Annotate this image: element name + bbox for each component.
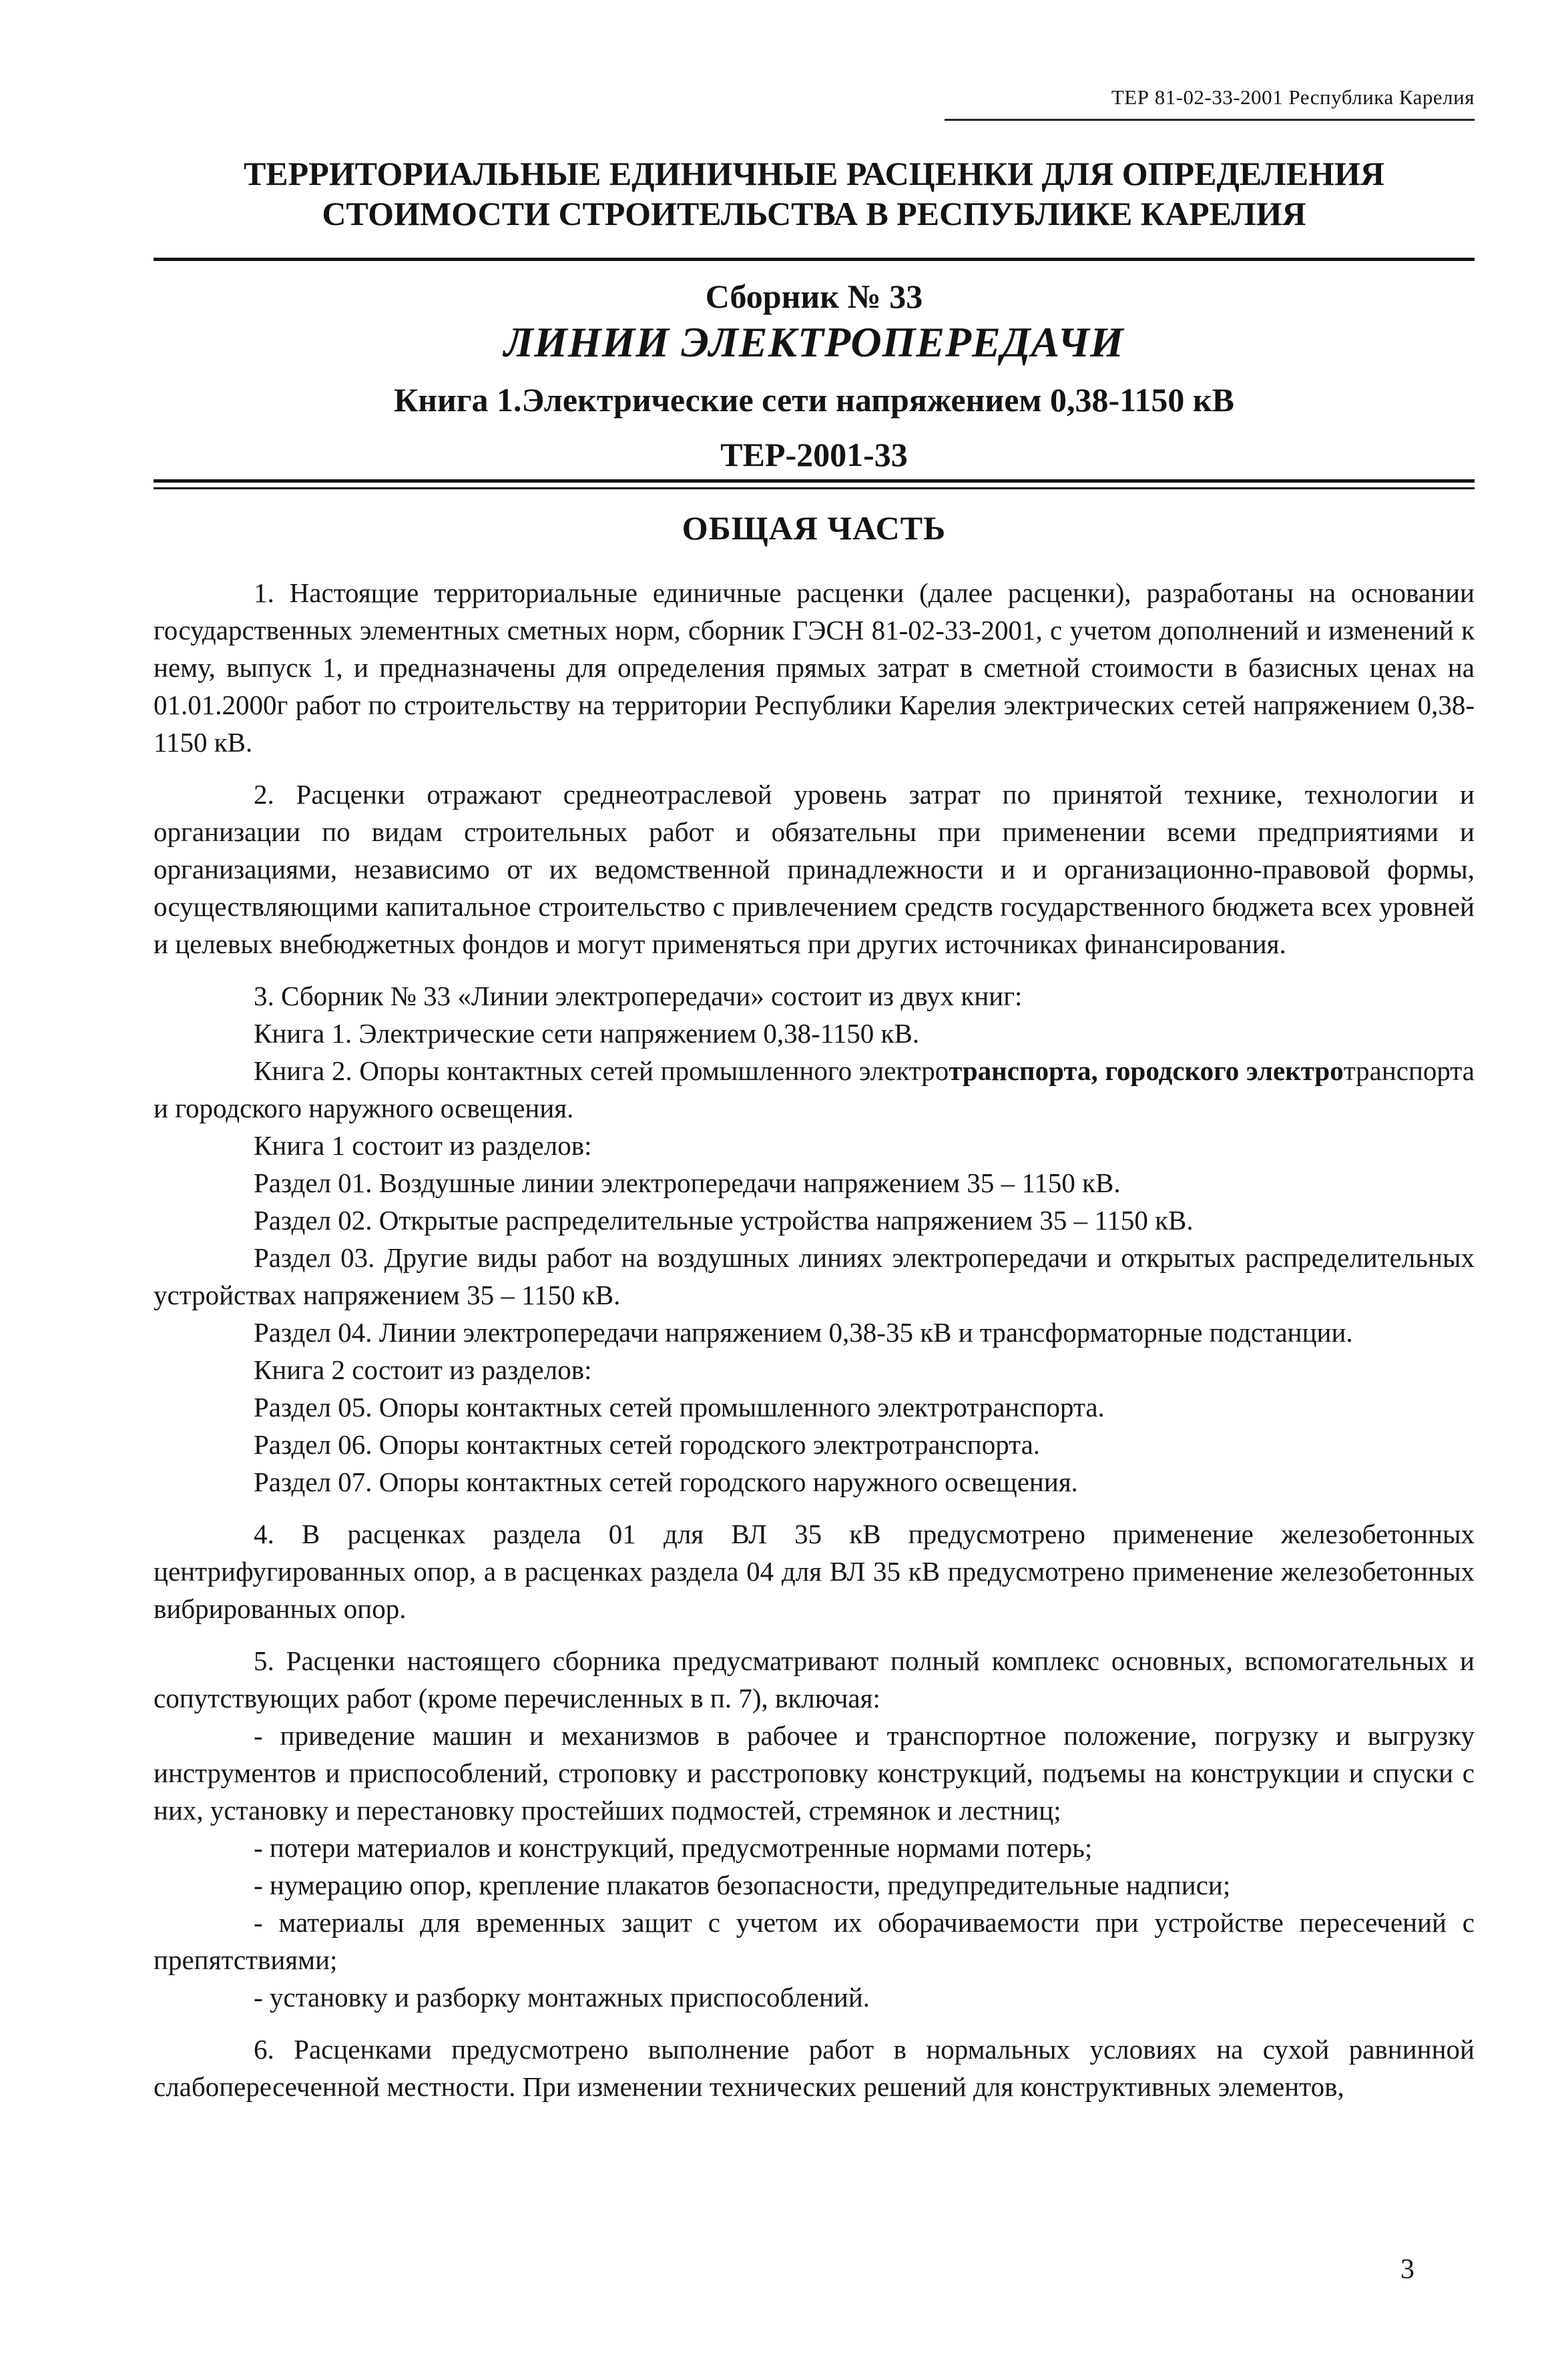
paragraph-5: 5. Расценки настоящего сборника предусматривают полный комплекс основных, вспомогательных и сопутствующих работ (кроме перечисленных в п. 7), включая: [154,1645,1475,1714]
paragraph-5-item-4: - материалы для временных защит с учетом их оборачиваемости при устройстве пересечений с препятствиями; [154,1907,1475,1975]
book-1-sections-intro: Книга 1 состоит из разделов: [254,1130,592,1161]
paragraph-3: 3. Сборник № 33 «Линии электропередачи» состоит из двух книг: [254,981,1023,1011]
book-2-text-a: Книга 2. Опоры контактных сетей промышленного электро [254,1055,949,1086]
collection-name: ЛИНИИ ЭЛЕКТРОПЕРЕДАЧИ [504,318,1124,366]
page-number: 3 [1400,2254,1414,2285]
book-2-line [154,1052,1475,1127]
section-05: Раздел 05. Опоры контактных сетей промышленного электротранспорта. [254,1392,1105,1422]
main-title-line-1: ТЕРРИТОРИАЛЬНЫЕ ЕДИНИЧНЫЕ РАСЦЕНКИ ДЛЯ ОПРЕДЕЛЕНИЯ [243,155,1385,192]
main-title-line-2: СТОИМОСТИ СТРОИТЕЛЬСТВА В РЕСПУБЛИКЕ КАРЕЛИЯ [322,195,1306,232]
general-part-heading: ОБЩАЯ ЧАСТЬ [682,509,947,547]
book-2-text-b: транспорта, городского [949,1055,1240,1086]
paragraph-5-item-5: - установку и разборку монтажных приспособлений. [254,1982,870,2013]
book-1-line: Книга 1. Электрические сети напряжением 0,38-1150 кВ. [254,1018,920,1049]
divider-double-upper [154,479,1475,483]
section-04: Раздел 04. Линии электропередачи напряжением 0,38-35 кВ и трансформаторные подстанции. [254,1317,1353,1348]
paragraph-1: 1. Настоящие территориальные единичные расценки (далее расценки), разработаны на основании государственных элементных сметных норм, сборник ГЭСН 81-02-33-2001, с учетом дополнений и изменений к нему, выпуск 1, и предназначены для определения прямых затрат в сметной стоимости в базисных ценах на 01.01.2000г работ по строительству на территории Республики Карелия электрических сетей напряжением 0,38-1150 кВ. [154,577,1475,758]
section-03: Раздел 03. Другие виды работ на воздушных линиях электропередачи и открытых распределительных устройствах напряжением 35 – 1150 кВ. [154,1242,1475,1310]
paragraph-5-item-1: - приведение машин и механизмов в рабочее и транспортное положение, погрузку и выгрузку инструментов и приспособлений, строповку и расстроповку конструкций, подъемы на конструкции и спуски с них, установку и перестановку простейших подмостей, стремянок и лестниц; [154,1720,1475,1826]
document-reference: ТЕР 81-02-33-2001 Республика Карелия [1111,85,1475,109]
paragraph-5-item-3: - нумерацию опор, крепление плакатов безопасности, предупредительные надписи; [254,1870,1231,1900]
paragraph-4: 4. В расценках раздела 01 для ВЛ 35 кВ предусмотрено применение железобетонных центрифугированных опор, а в расценках раздела 04 для ВЛ 35 кВ предусмотрено применение железобетонных вибрированных опор. [154,1519,1475,1624]
divider-top [154,258,1475,261]
section-01: Раздел 01. Воздушные линии электропередачи напряжением 35 – 1150 кВ. [254,1167,1121,1198]
section-06: Раздел 06. Опоры контактных сетей городского электротранспорта. [254,1429,1041,1460]
divider-double-lower [154,487,1475,489]
collection-code: ТЕР-2001-33 [720,436,908,473]
section-07: Раздел 07. Опоры контактных сетей городского наружного освещения. [254,1467,1078,1497]
main-title [154,154,1475,234]
book-2-text-d: транспорта и городского наружного освещения. [154,1055,1475,1123]
document-body [154,574,1475,2105]
section-02: Раздел 02. Открытые распределительные устройства напряжением 35 – 1150 кВ. [254,1205,1194,1236]
paragraph-6: 6. Расценками предусмотрено выполнение работ в нормальных условиях на сухой равнинной слабопересеченной местности. При изменении технических решений для конструктивных элементов, [154,2034,1475,2102]
book-2-sections-intro: Книга 2 состоит из разделов: [254,1354,592,1385]
book-2-text-c: электро [1239,1055,1344,1086]
collection-label: Сборник № 33 [705,278,923,315]
book-title: Книга 1.Электрические сети напряжением 0,38-1150 кВ [393,381,1235,419]
paragraph-5-item-2: - потери материалов и конструкций, предусмотренные нормами потерь; [254,1832,1093,1863]
paragraph-2: 2. Расценки отражают среднеотраслевой уровень затрат по принятой технике, технологии и организации по видам строительных работ и обязательны при применении всеми предприятиями и организациями, независимо от их ведомственной принадлежности и и организационно-правовой формы, осуществляющими капитальное строительство с привлечением средств государственного бюджета всех уровней и целевых внебюджетных фондов и могут применяться при других источниках финансирования. [154,779,1475,959]
header-rule [945,119,1475,121]
